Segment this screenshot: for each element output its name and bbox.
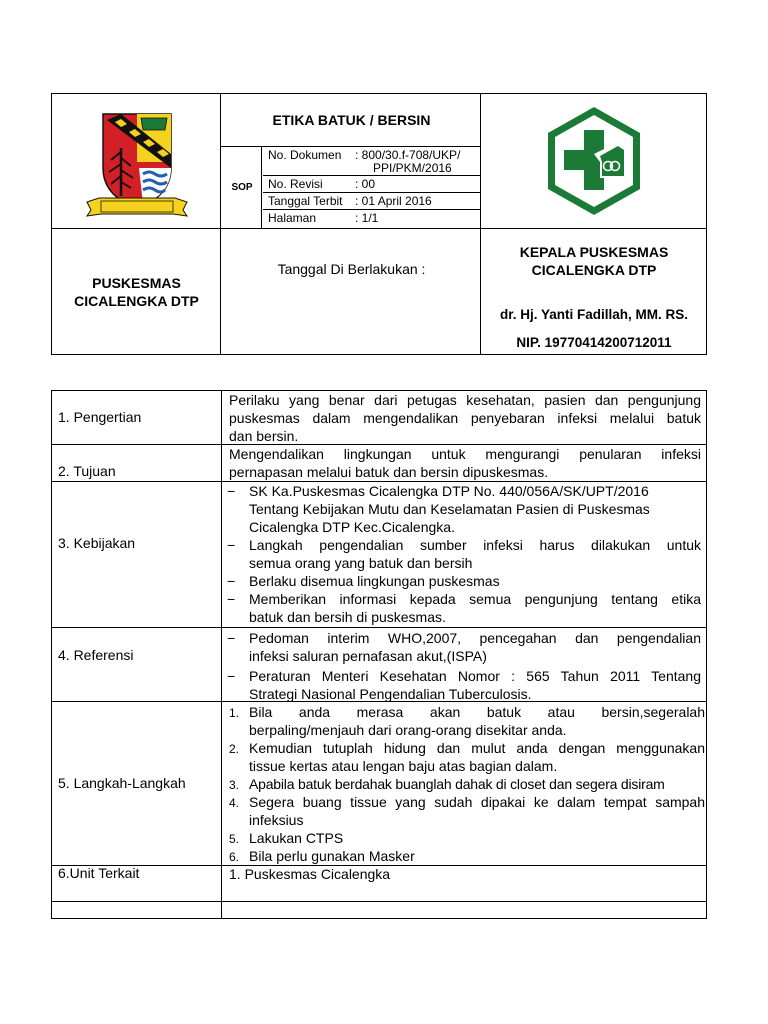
section-label-referensi: 4. Referensi [58,647,134,663]
regency-emblem-icon [77,98,197,224]
text-line: Bila perlu gunakan Masker [249,848,415,864]
list-number: 6. [229,850,240,864]
text-line: Bila anda merasa akan batuk atau bersin,segeralah [249,704,705,720]
organization-name [52,229,221,355]
doc-row-value: : 00 [355,177,376,191]
document-title: ETIKA BATUK / BERSIN [272,112,431,128]
head-name: dr. Hj. Yanti Fadillah, MM. RS. [499,307,689,322]
list-item [229,703,705,739]
list-number: 4. [229,796,240,810]
puskesmas-logo [481,94,707,228]
section-label-pengertian: 1. Pengertian [58,409,142,425]
text-line: Mengendalikan lingkungan untuk mengurangi penularan infeksi [229,446,701,462]
header-table [51,93,707,355]
text-line: Pedoman interim WHO,2007, pencegahan dan pengendalian [249,630,701,646]
head-title-line: KEPALA PUSKESMAS [519,244,669,260]
text-line: Langkah pengendalian sumber infeksi harus dilakukan untuk [249,537,701,553]
section-content-unit: 1. Puskesmas Cicalengka [229,866,391,882]
divider [221,391,222,918]
list-item [229,775,705,793]
text-line: berpaling/menjauh dari orang-orang disekitar anda. [249,722,567,738]
text-line: Apabila batuk berdahak buanglah dahak di closet dan segera disiram [249,776,665,792]
kabupaten-logo [52,94,221,228]
text-line: Kemudian tutuplah hidung dan mulut anda dengan menggunakan [249,740,705,756]
list-item [229,793,705,829]
bullet-dash: − [227,591,236,607]
text-line: dan bersin. [229,428,299,444]
divider [52,627,706,628]
head-signature-block [481,229,707,355]
section-content-referensi [225,629,701,703]
divider [52,901,706,902]
section-label-unit: 6.Unit Terkait [58,865,140,881]
section-label-langkah: 5. Langkah-Langkah [58,775,186,791]
puskesmas-hexagon-icon [544,104,644,218]
list-item [229,829,705,847]
section-content-pengertian [229,391,701,445]
text-line: puskesmas dalam mengendalikan penyebaran infeksi melalui batuk [229,410,701,426]
bullet-dash: − [227,537,236,553]
text-line: Perilaku yang benar dari petugas kesehatan, pasien dan pengunjung [229,392,701,408]
effective-date-label: Tanggal Di Berlakukan : [277,261,426,277]
section-content-langkah [229,703,705,865]
doc-row-value: PPI/PKM/2016 [373,161,452,175]
list-item [225,536,701,572]
doc-row-date [263,193,481,210]
text-line: Strategi Nasional Pengendalian Tuberculosis. [249,686,532,702]
bullet-dash: − [227,668,236,684]
section-label-tujuan: 2. Tujuan [58,463,116,479]
doc-row-key: No. Revisi [268,177,323,191]
doc-row-revision [263,176,481,193]
list-item [225,667,701,703]
text-line: Berlaku disemua lingkungan puskesmas [249,573,500,589]
section-label-kebijakan: 3. Kebijakan [58,535,136,551]
doc-row-value: : 800/30.f-708/UKP/ [355,148,461,162]
text-line: Peraturan Menteri Kesehatan Nomor : 565 Tahun 2011 Tentang [249,668,701,684]
bullet-dash: − [227,573,236,589]
list-item [229,847,705,865]
sop-label: SOP [231,181,253,193]
doc-row-page [263,210,481,228]
document-info [263,146,481,228]
text-line: batuk dan bersih di puskesmas. [249,609,446,625]
list-number: 2. [229,742,240,756]
list-item [225,629,701,665]
list-item [229,739,705,775]
list-item [225,590,701,626]
head-title-line: CICALENGKA DTP [531,262,657,278]
bullet-dash: − [227,630,236,646]
text-line: tissue kertas atau lengan baju atas bagian dalam. [249,758,558,774]
doc-row-value: : 01 April 2016 [355,194,432,208]
text-line: infeksius [249,812,304,828]
list-number: 3. [229,778,240,792]
text-line: pernapasan melalui batuk dan bersin dipuskesmas. [229,464,549,480]
list-number: 5. [229,832,240,846]
head-nip: NIP. 19770414200712011 [516,335,672,350]
sop-content-table [51,390,707,919]
text-line: Tentang Kebijakan Mutu dan Keselamatan Pasien di Puskesmas [249,501,650,517]
text-line: SK Ka.Puskesmas Cicalengka DTP No. 440/056A/SK/UPT/2016 [249,483,649,499]
section-content-kebijakan [225,482,701,626]
text-line: Memberikan informasi kepada semua pengunjung tentang etika [249,591,701,607]
doc-row-number [263,146,481,176]
doc-row-key: Halaman [268,211,317,225]
text-line: Lakukan CTPS [249,830,344,846]
list-number: 1. [229,706,240,720]
doc-row-key: No. Dokumen [268,148,342,162]
text-line: Segera buang tissue yang sudah dipakai ke dalam tempat sampah [249,794,705,810]
doc-row-value: : 1/1 [355,211,379,225]
text-line: Cicalengka DTP Kec.Cicalengka. [249,519,455,535]
doc-row-key: Tanggal Terbit [268,194,343,208]
bullet-dash: − [227,483,236,499]
list-item [225,572,701,590]
organization-name-line: CICALENGKA DTP [74,293,199,309]
section-content-tujuan [229,445,701,481]
text-line: semua orang yang batuk dan bersih [249,555,473,571]
head-title [481,243,707,279]
organization-name-line: PUSKESMAS [92,275,181,291]
text-line: infeksi saluran pernafasan akut,(ISPA) [249,648,487,664]
list-item [225,482,701,536]
